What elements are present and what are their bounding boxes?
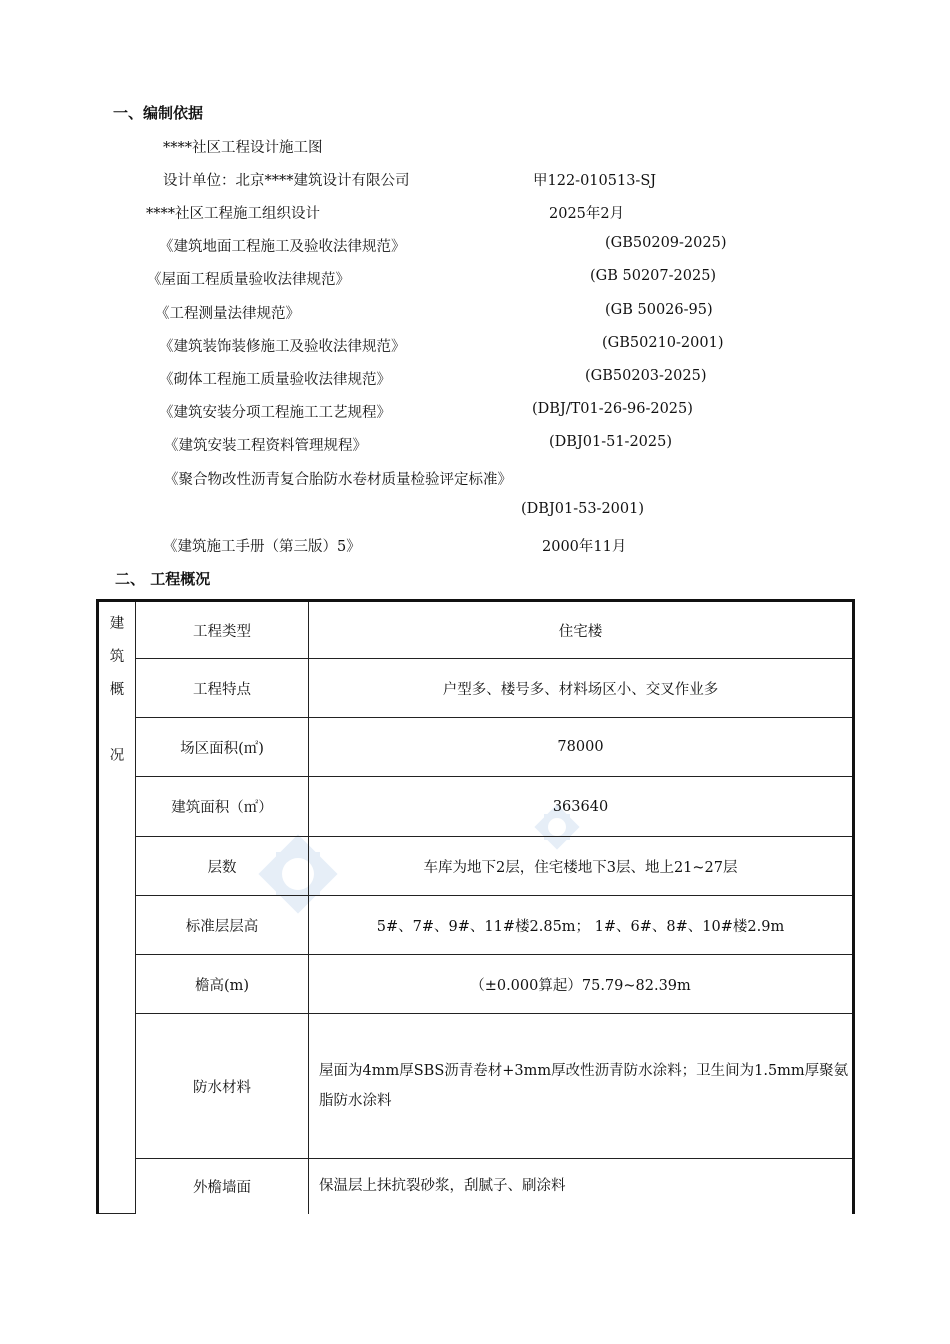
table-row xyxy=(98,955,854,1014)
reference-code: (GB50210-2001) xyxy=(602,335,724,351)
reference-code: (GB 50207-2025) xyxy=(590,268,717,284)
reference-item xyxy=(164,468,512,489)
reference-code: (GB 50026-95) xyxy=(605,302,713,318)
reference-item xyxy=(163,535,627,556)
row-value: 保温层上抹抗裂砂浆，刮腻子、刷涂料 xyxy=(309,1159,854,1214)
reference-code: 甲122-010513-SJ xyxy=(533,173,657,189)
row-value: 住宅楼 xyxy=(309,601,854,659)
reference-item xyxy=(159,235,727,256)
reference-code: (DBJ01-53-2001) xyxy=(521,501,645,517)
row-label: 层数 xyxy=(136,837,309,896)
reference-item xyxy=(147,268,717,289)
reference-code: (DBJ01-51-2025) xyxy=(549,434,673,450)
row-label: 工程特点 xyxy=(136,659,309,718)
reference-name: 设计单位：北京****建筑设计有限公司 xyxy=(163,173,410,189)
row-label: 场区面积(㎡) xyxy=(136,718,309,777)
row-label: 建筑面积（㎡） xyxy=(136,777,309,837)
table-row xyxy=(98,659,854,718)
reference-name: ****社区工程设计施工图 xyxy=(163,140,323,156)
reference-item xyxy=(159,335,724,356)
table-row xyxy=(98,777,854,837)
project-overview-table xyxy=(96,599,855,1214)
row-value: （±0.000算起）75.79~82.39m xyxy=(309,955,854,1014)
row-label: 外檐墙面 xyxy=(136,1159,309,1214)
row-label: 檐高(m) xyxy=(136,955,309,1014)
row-value: 户型多、楼号多、材料场区小、交叉作业多 xyxy=(309,659,854,718)
reference-name: 《建筑施工手册（第三版）5》 xyxy=(163,539,361,555)
reference-code: 2025年2月 xyxy=(549,206,625,222)
table-row xyxy=(98,718,854,777)
table-row xyxy=(98,1159,854,1214)
row-value: 78000 xyxy=(309,718,854,777)
reference-name: 《建筑安装工程资料管理规程》 xyxy=(164,438,367,454)
table-row xyxy=(98,896,854,955)
row-value: 5#、7#、9#、11#楼2.85m； 1#、6#、8#、10#楼2.9m xyxy=(309,896,854,955)
table-row xyxy=(98,1014,854,1159)
reference-item xyxy=(159,401,693,422)
reference-code: 2000年11月 xyxy=(542,539,627,555)
reference-name: ****社区工程施工组织设计 xyxy=(146,206,320,222)
reference-item xyxy=(163,169,657,190)
row-value: 车库为地下2层，住宅楼地下3层、地上21~27层 xyxy=(309,837,854,896)
building-overview-side-label: 建 筑 概 况 xyxy=(98,601,136,1214)
reference-name: 《建筑装饰装修施工及验收法律规范》 xyxy=(159,339,406,355)
reference-name: 《建筑地面工程施工及验收法律规范》 xyxy=(159,239,406,255)
reference-item xyxy=(163,136,323,157)
reference-code: (DBJ/T01-26-96-2025) xyxy=(532,401,693,417)
reference-name: 《建筑安装分项工程施工工艺规程》 xyxy=(159,405,391,421)
reference-item xyxy=(159,368,707,389)
reference-name: 《工程测量法律规范》 xyxy=(155,306,300,322)
table-row xyxy=(98,601,854,659)
reference-item xyxy=(164,434,673,455)
reference-name: 《聚合物改性沥青复合胎防水卷材质量检验评定标准》 xyxy=(164,472,512,488)
row-label: 防水材料 xyxy=(136,1014,309,1159)
row-value: 屋面为4mm厚SBS沥青卷材+3mm厚改性沥青防水涂料；卫生间为1.5mm厚聚氨脂防水涂料 xyxy=(309,1014,854,1159)
row-label: 工程类型 xyxy=(136,601,309,659)
reference-code: (GB50203-2025) xyxy=(585,368,707,384)
reference-item xyxy=(146,202,625,223)
reference-name: 《砌体工程施工质量验收法律规范》 xyxy=(159,372,391,388)
reference-item xyxy=(155,302,713,323)
section-heading-overview: 二、 工程概况 xyxy=(115,570,211,588)
row-label: 标准层层高 xyxy=(136,896,309,955)
row-value: 363640 xyxy=(309,777,854,837)
table-row xyxy=(98,837,854,896)
reference-code: (GB50209-2025) xyxy=(605,235,727,251)
reference-name: 《屋面工程质量验收法律规范》 xyxy=(147,272,350,288)
section-heading-basis: 一、编制依据 xyxy=(113,104,204,122)
